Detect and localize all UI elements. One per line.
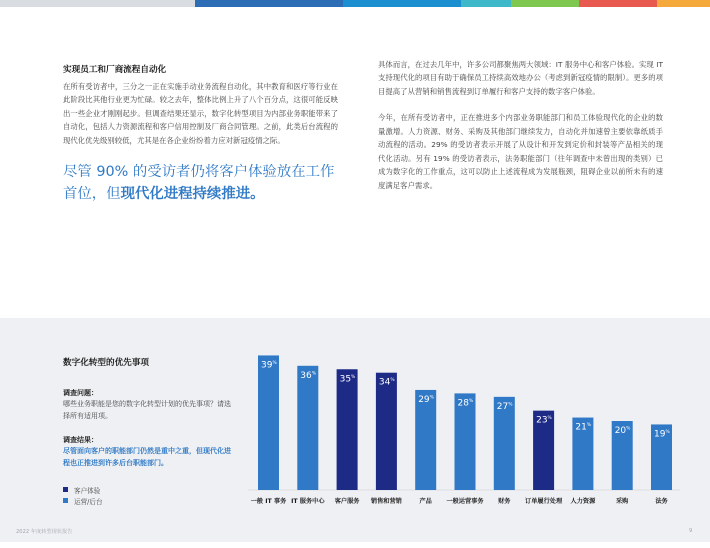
legend-swatch <box>63 498 68 503</box>
legend-label: 客户体验 <box>74 486 101 495</box>
pull-quote <box>63 161 338 205</box>
stripe-segment <box>657 0 710 7</box>
legend-label: 运营/后台 <box>74 497 103 506</box>
page-number: 9 <box>689 528 693 534</box>
bar <box>337 369 358 490</box>
category-label: 人力资源 <box>570 498 596 505</box>
bar-value-label: 23% <box>536 415 552 426</box>
left-paragraph: 在所有受访者中，三分之一正在实施手动业务流程自动化，其中教育和医疗等行业在此阶段比其他行业更为忙碌。较之去年，整体比例上升了八个百分点，这很可能反映出一些企业才刚刚起步。但调查结果还显示，数字化转型项目为内部业务职能带来了自动化，包括人力资源流程和客户信用控制及厂商合同管理。之前，此类后台流程的现代化优先级别较低，尤其是在各企业纷纷着力应对新冠疫情之际。 <box>63 82 338 145</box>
result-text: 尽管面向客户的职能部门仍然是重中之重，但现代化进程也正推进到许多后台职能部门。 <box>63 447 231 468</box>
bar-value-label: 28% <box>457 398 474 409</box>
bar-value-label: 20% <box>614 426 631 436</box>
legend-item <box>63 484 103 495</box>
bar <box>376 373 397 490</box>
bar-value-label: 29% <box>418 394 434 405</box>
bar <box>415 390 436 490</box>
bar <box>297 366 318 490</box>
bar-value-label: 35% <box>339 374 356 385</box>
bar-chart <box>248 340 688 515</box>
chart-legend <box>63 484 103 506</box>
result-label: 调查结果： <box>63 436 98 444</box>
category-label: 财务 <box>498 498 511 505</box>
stripe-segment <box>511 0 579 7</box>
section-heading: 实现员工和厂商流程自动化 <box>63 65 167 75</box>
pull-quote-text: 尽管 90% 的受访者仍将客户体验放在工作首位，但 <box>63 164 335 203</box>
category-label: IT 服务中心 <box>291 498 325 505</box>
category-label: 产品 <box>419 498 432 505</box>
category-label: 订单履行处理 <box>525 498 563 505</box>
stripe-segment <box>195 0 343 7</box>
footer-report-name: 2022 年度转型现状报告 <box>16 529 73 535</box>
bar-value-label: 21% <box>575 422 592 433</box>
legend-swatch <box>63 487 68 492</box>
category-label: 一般运营事务 <box>446 498 484 505</box>
category-label: 销售和营销 <box>370 498 402 505</box>
pull-quote-strong: 现代化进程持续推进。 <box>120 186 265 203</box>
color-stripe <box>0 0 710 7</box>
bar-value-label: 34% <box>378 377 395 388</box>
question-text: 哪些业务职能是您的数字化转型计划的优先事项？请选择所有适用项。 <box>63 400 231 421</box>
bar-value-label: 36% <box>300 370 317 381</box>
left-column <box>63 65 338 205</box>
bar <box>258 355 279 490</box>
category-label: 客户服务 <box>334 498 360 505</box>
right-paragraph-1: 具体而言，在过去几年中，许多公司都聚焦两大领域：IT 服务中心和客户体验。实现 IT 支持现代化的项目有助于确保员工持续高效地办公（考虑到新冠疫情的限制）。更多的项目提高了从营销和销售流程到订单履行和客户支持的数字客户体验。 <box>378 60 663 96</box>
question-label: 调查问题： <box>63 389 98 397</box>
legend-item <box>63 495 103 506</box>
chart-title: 数字化转型的优先事项 <box>63 358 149 368</box>
bar-chart-canvas <box>248 340 688 515</box>
category-label: 一般 IT 事务 <box>250 498 287 505</box>
right-column <box>378 58 663 192</box>
bar-value-label: 19% <box>654 429 670 440</box>
stripe-segment <box>461 0 511 7</box>
bar-value-label: 27% <box>496 401 513 412</box>
right-paragraph-2: 今年，在所有受访者中，正在推进多个内部业务职能部门和员工体验现代化的企业的数量激增。人力资源、财务、采购及其他部门继续发力，自动化并加速曾主要依靠纸质手动流程的活动。29% 的受访者表示开展了从设计和开发到定价和封装等产品相关的现代化活动。另有 19% 的受访者表示，法务职能部门（往年调查中未曾出现的类别）已成为数字化的工作重点，这可以防止上述流程成为发展瓶颈，阻碍企业以前所未有的速度满足客户需求。 <box>378 113 663 190</box>
stripe-segment <box>0 0 195 7</box>
stripe-segment <box>579 0 657 7</box>
category-label: 法务 <box>655 498 668 505</box>
stripe-segment <box>343 0 461 7</box>
bar-value-label: 39% <box>261 360 277 371</box>
category-label: 采购 <box>616 498 629 505</box>
